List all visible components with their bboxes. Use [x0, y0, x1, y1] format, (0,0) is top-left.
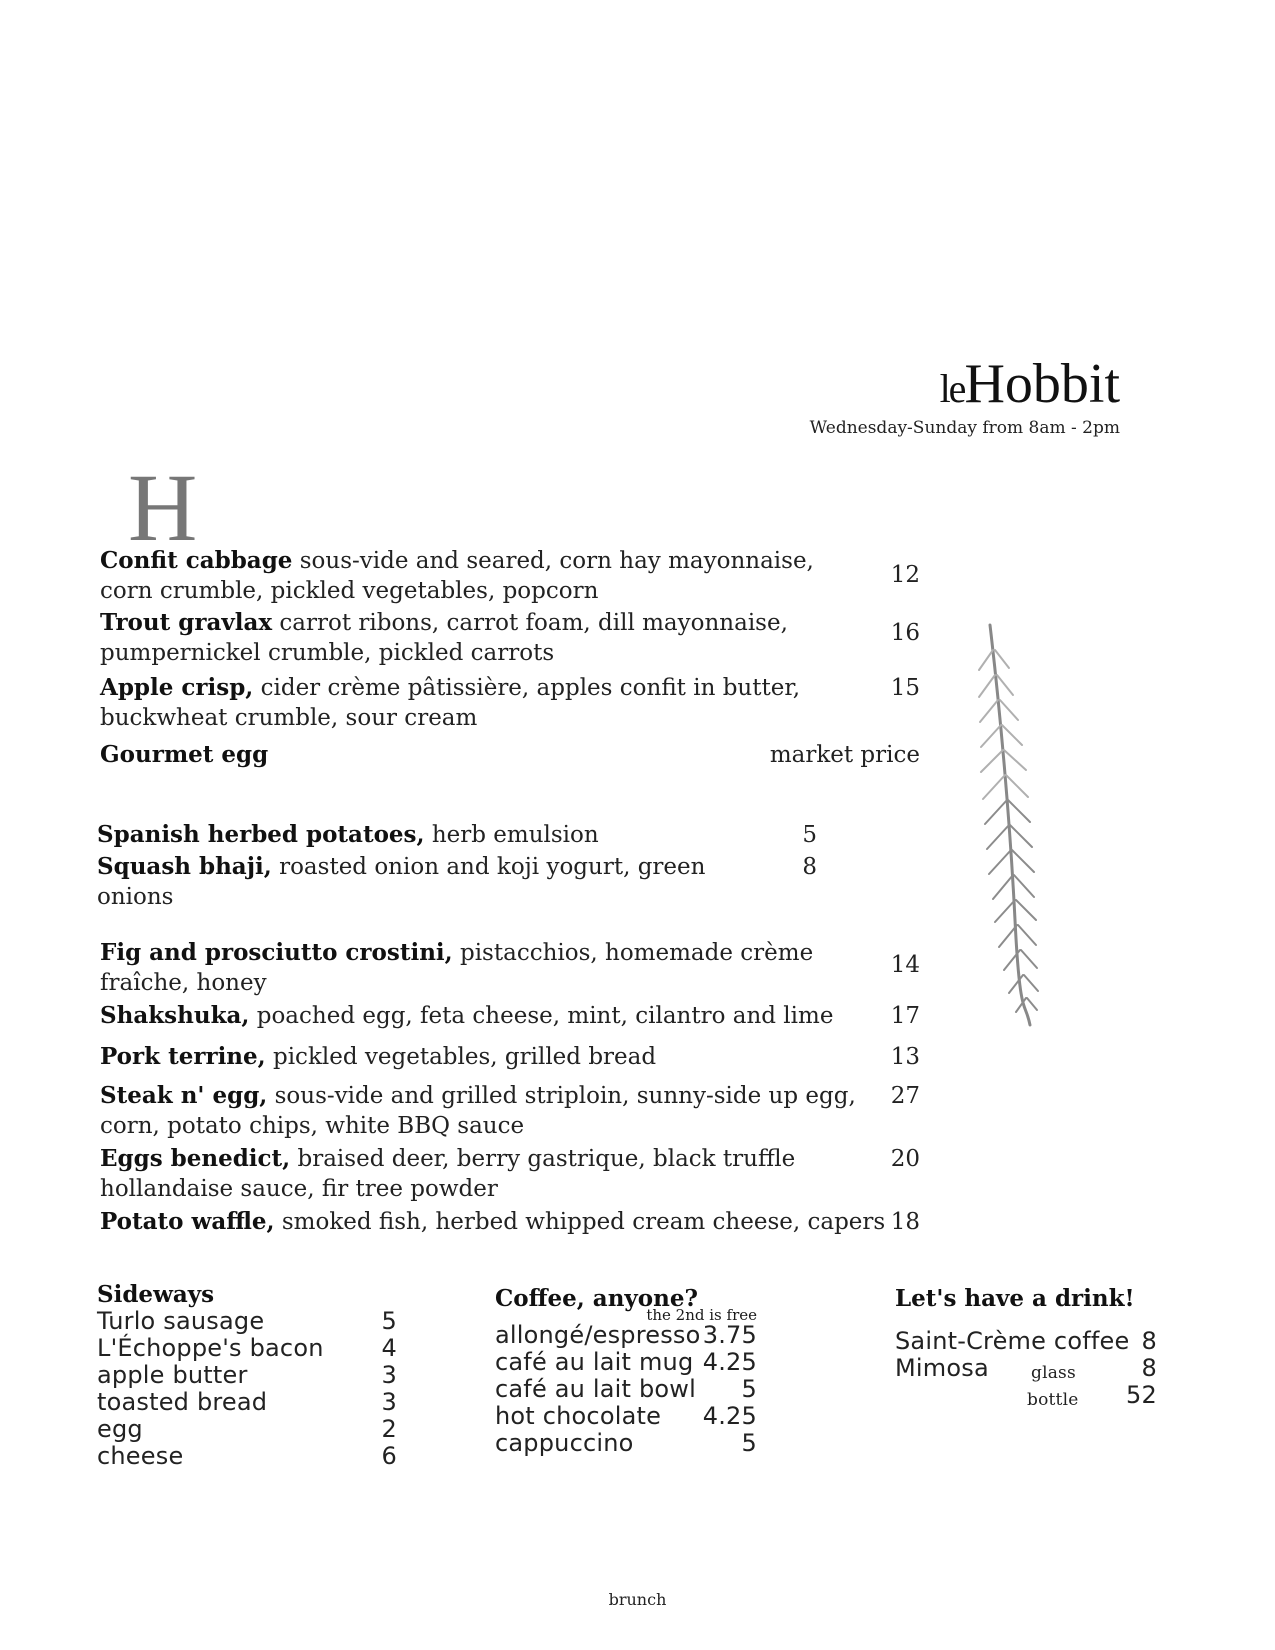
item-price: 20 — [890, 1146, 920, 1172]
menu-item — [100, 1042, 920, 1072]
item-price: 5 — [741, 1375, 757, 1403]
list-item — [97, 1416, 397, 1443]
item-desc: cider crème pâtissière, apples confit in butter, buckwheat crumble, sour cream — [100, 675, 801, 731]
list-item — [495, 1349, 757, 1376]
coffee-section — [495, 1286, 757, 1457]
item-desc: pistacchios, homemade crème fraîche, honey — [100, 940, 814, 996]
item-name: Spanish herbed potatoes, — [97, 821, 425, 848]
menu-item — [100, 673, 920, 733]
list-item — [97, 1362, 397, 1389]
list-item — [97, 1443, 397, 1470]
section-title: Coffee, anyone? — [495, 1285, 698, 1312]
item-price: market price — [769, 742, 920, 768]
coffee-note: the 2nd is free — [646, 1306, 757, 1324]
item-price: 6 — [381, 1442, 397, 1470]
item-price: 52 — [1126, 1381, 1157, 1409]
item-name: Fig and prosciutto crostini, — [100, 939, 453, 966]
item-name: Squash bhaji, — [97, 853, 272, 880]
item-desc: sous-vide and seared, corn hay mayonnaise, corn crumble, pickled vegetables, popcorn — [100, 548, 814, 604]
menu-item — [100, 608, 920, 668]
item-price: 3.75 — [702, 1321, 757, 1349]
item-name: cappuccino — [495, 1429, 634, 1457]
item-name: Mimosa — [895, 1354, 989, 1382]
section-letter: H — [128, 454, 196, 561]
item-price: 27 — [890, 1083, 920, 1109]
bottle-label: bottle — [1027, 1390, 1079, 1410]
item-price: 4 — [381, 1334, 397, 1362]
list-item — [495, 1376, 757, 1403]
item-price: 5 — [741, 1429, 757, 1457]
item-name: egg — [97, 1415, 143, 1443]
item-price: 8 — [802, 854, 817, 880]
item-name: toasted bread — [97, 1388, 268, 1416]
item-name: Confit cabbage — [100, 547, 293, 574]
item-desc: herb emulsion — [424, 822, 599, 848]
menu-item — [97, 820, 817, 850]
section-title: Sideways — [97, 1281, 215, 1308]
menu-item — [100, 1001, 920, 1031]
item-price: 12 — [890, 562, 920, 588]
item-name: Pork terrine, — [100, 1043, 266, 1070]
item-price: 16 — [890, 620, 920, 646]
item-price: 8 — [1141, 1354, 1157, 1382]
item-name: Potato waffle, — [100, 1208, 275, 1235]
item-name: Saint-Crème coffee — [895, 1327, 1130, 1355]
list-item — [895, 1355, 1157, 1382]
sideways-section — [97, 1282, 397, 1470]
item-name: Eggs benedict, — [100, 1145, 291, 1172]
glass-label: glass — [1031, 1363, 1076, 1383]
item-price: 4.25 — [702, 1348, 757, 1376]
item-name: Trout gravlax — [100, 609, 273, 636]
item-name: café au lait mug — [495, 1348, 694, 1376]
list-item — [895, 1382, 1157, 1409]
item-price: 2 — [381, 1415, 397, 1443]
opening-hours: Wednesday-Sunday from 8am - 2pm — [809, 418, 1120, 438]
item-name: hot chocolate — [495, 1402, 662, 1430]
brand-logo — [940, 352, 1120, 416]
list-item — [97, 1389, 397, 1416]
item-price: 17 — [890, 1003, 920, 1029]
item-desc: smoked fish, herbed whipped cream cheese, capers — [274, 1209, 886, 1235]
section-title: Let's have a drink! — [895, 1285, 1135, 1312]
item-name: Gourmet egg — [100, 741, 269, 768]
item-name: L'Échoppe's bacon — [97, 1334, 324, 1362]
item-price: 5 — [802, 822, 817, 848]
item-name: Shakshuka, — [100, 1002, 250, 1029]
menu-item — [100, 938, 920, 998]
list-item — [495, 1322, 757, 1349]
item-desc: carrot ribons, carrot foam, dill mayonnaise, pumpernickel crumble, pickled carrots — [100, 610, 788, 666]
fir-branch-icon — [955, 620, 1075, 1030]
item-price: 15 — [890, 675, 920, 701]
brand-name: Hobbit — [964, 353, 1120, 415]
list-item — [495, 1430, 757, 1457]
item-price: 3 — [381, 1361, 397, 1389]
menu-item — [100, 546, 920, 606]
menu-item — [100, 740, 920, 770]
item-name: Turlo sausage — [97, 1307, 265, 1335]
drinks-section — [895, 1286, 1157, 1409]
page-footer: brunch — [608, 1590, 667, 1609]
menu-item — [100, 1144, 920, 1204]
item-price: 13 — [890, 1044, 920, 1070]
item-name: Apple crisp, — [100, 674, 254, 701]
list-item — [895, 1328, 1157, 1355]
item-desc: sous-vide and grilled striploin, sunny-side up egg, corn, potato chips, white BBQ sauce — [100, 1083, 856, 1139]
item-name: allongé/espresso — [495, 1321, 701, 1349]
item-price: 5 — [381, 1307, 397, 1335]
item-price: 8 — [1141, 1327, 1157, 1355]
item-price: 18 — [890, 1209, 920, 1235]
brand-prefix: le — [939, 366, 965, 411]
list-item — [97, 1335, 397, 1362]
item-desc: pickled vegetables, grilled bread — [265, 1044, 657, 1070]
menu-item — [100, 1081, 920, 1141]
item-desc: braised deer, berry gastrique, black truffle hollandaise sauce, fir tree powder — [100, 1146, 796, 1202]
list-item — [495, 1403, 757, 1430]
list-item — [97, 1308, 397, 1335]
item-name: cheese — [97, 1442, 184, 1470]
menu-item — [100, 1207, 920, 1237]
item-desc: poached egg, feta cheese, mint, cilantro and lime — [249, 1003, 834, 1029]
item-price: 4.25 — [702, 1402, 757, 1430]
item-name: Steak n' egg, — [100, 1082, 268, 1109]
item-price: 3 — [381, 1388, 397, 1416]
item-price: 14 — [890, 952, 920, 978]
item-name: café au lait bowl — [495, 1375, 696, 1403]
item-desc: roasted onion and koji yogurt, green onions — [97, 854, 706, 910]
item-name: apple butter — [97, 1361, 248, 1389]
menu-item — [97, 852, 817, 912]
